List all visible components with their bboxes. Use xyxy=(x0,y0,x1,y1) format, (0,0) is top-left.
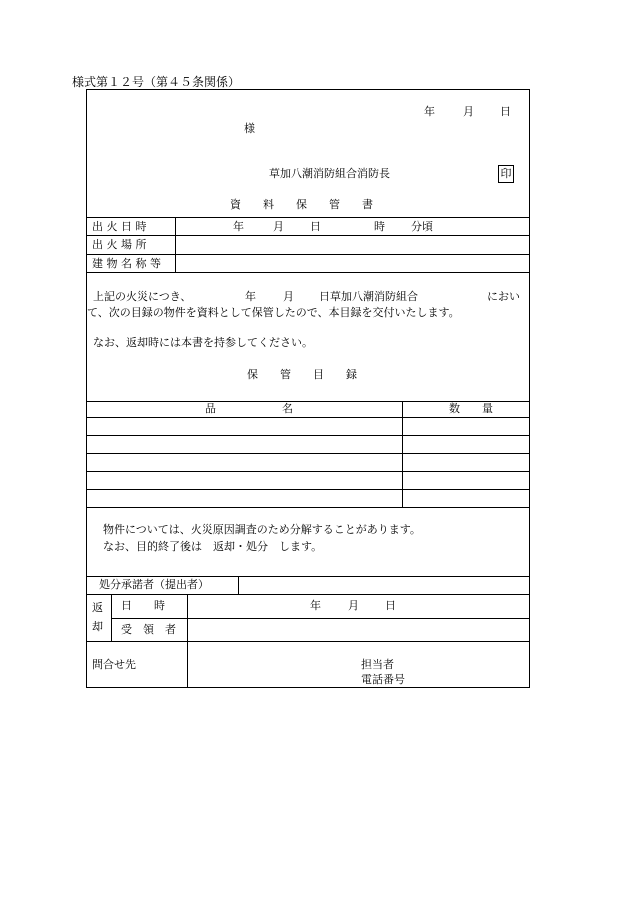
form-number: 様式第１２号（第４５条関係） xyxy=(72,75,241,89)
addressee-suffix: 様 xyxy=(244,122,255,135)
document-title: 資 料 保 管 書 xyxy=(230,198,373,211)
date-month-label: 月 xyxy=(463,105,474,118)
body-line1-start: 上記の火災につき、 xyxy=(93,290,192,303)
body-line1-day: 日草加八潮消防組合 xyxy=(319,290,418,303)
divider xyxy=(87,235,529,236)
divider xyxy=(87,507,529,508)
building-name-label: 建 物 名 称 等 xyxy=(92,257,161,270)
fire-minute-label: 分頃 xyxy=(411,220,433,233)
body-line1-year: 年 xyxy=(245,290,256,303)
return-year-label: 年 xyxy=(310,599,321,612)
inventory-quantity-header: 数 量 xyxy=(449,402,493,415)
seal-mark: 印 xyxy=(498,165,514,183)
divider xyxy=(87,217,529,218)
divider xyxy=(175,217,176,272)
divider xyxy=(87,453,529,454)
return-day-label: 日 xyxy=(385,599,396,612)
divider xyxy=(111,618,529,619)
divider xyxy=(87,417,529,418)
divider xyxy=(87,641,529,642)
issuer-name: 草加八潮消防組合消防長 xyxy=(269,167,390,180)
notice-line1: 物件については、火災原因調査のため分解することがあります。 xyxy=(103,523,421,536)
fire-day-label: 日 xyxy=(310,220,321,233)
divider xyxy=(87,254,529,255)
consenter-label: 処分承諾者（提出者） xyxy=(99,578,209,591)
divider xyxy=(187,594,188,688)
fire-hour-label: 時 xyxy=(374,220,385,233)
inventory-item-header: 品 名 xyxy=(205,402,293,415)
body-line1-month: 月 xyxy=(283,290,294,303)
return-month-label: 月 xyxy=(348,599,359,612)
body-line2: て、次の目録の物件を資料として保管したので、本目録を交付いたします。 xyxy=(87,306,460,319)
body-line1-end: におい xyxy=(487,290,520,303)
divider xyxy=(87,435,529,436)
body-line3: なお、返却時には本書を持参してください。 xyxy=(93,336,313,349)
divider xyxy=(87,576,529,577)
fire-datetime-label: 出 火 日 時 xyxy=(92,220,147,233)
return-date-label: 日 時 xyxy=(121,599,165,612)
divider xyxy=(87,594,529,595)
contact-label: 問合せ先 xyxy=(92,658,136,671)
divider xyxy=(402,401,403,507)
inventory-title: 保 管 目 録 xyxy=(247,368,357,381)
divider xyxy=(87,471,529,472)
contact-phone-label: 電話番号 xyxy=(361,673,405,686)
return-label: 返却 xyxy=(92,601,103,633)
date-day-label: 日 xyxy=(500,105,511,118)
notice-line2: なお、目的終了後は 返却・処分 します。 xyxy=(103,540,323,553)
divider xyxy=(238,576,239,594)
contact-person-label: 担当者 xyxy=(361,658,394,671)
fire-year-label: 年 xyxy=(233,220,244,233)
divider xyxy=(111,594,112,641)
fire-place-label: 出 火 場 所 xyxy=(92,238,147,251)
receiver-label: 受 領 者 xyxy=(121,623,176,636)
date-year-label: 年 xyxy=(424,105,435,118)
divider xyxy=(87,489,529,490)
divider xyxy=(87,272,529,273)
fire-month-label: 月 xyxy=(273,220,284,233)
document-form xyxy=(86,89,530,688)
